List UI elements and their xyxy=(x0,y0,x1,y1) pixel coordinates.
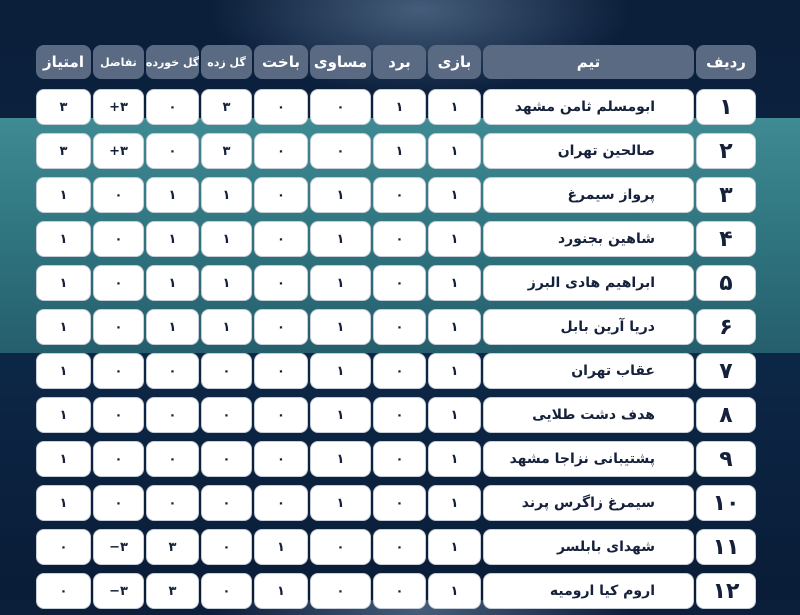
goal-diff-cell: ۰ xyxy=(93,485,144,521)
points-cell: ۱ xyxy=(36,221,91,257)
points-cell: ۱ xyxy=(36,309,91,345)
points-cell: ۱ xyxy=(36,353,91,389)
played-cell: ۱ xyxy=(428,529,481,565)
header-goal-diff: تفاضل xyxy=(93,45,144,79)
points-cell: ۱ xyxy=(36,485,91,521)
played-cell: ۱ xyxy=(428,573,481,609)
goals-against-cell: ۰ xyxy=(146,441,199,477)
loss-cell: ۰ xyxy=(254,89,308,125)
goal-diff-cell: −۳ xyxy=(93,573,144,609)
draw-cell: ۱ xyxy=(310,265,371,301)
goal-diff-cell: ۰ xyxy=(93,221,144,257)
points-cell: ۱ xyxy=(36,177,91,213)
header-goals-for: گل زده xyxy=(201,45,252,79)
draw-cell: ۱ xyxy=(310,441,371,477)
win-cell: ۱ xyxy=(373,133,426,169)
goal-diff-cell: +۳ xyxy=(93,89,144,125)
draw-cell: ۱ xyxy=(310,177,371,213)
win-cell: ۰ xyxy=(373,529,426,565)
standings-table xyxy=(36,45,756,615)
rank-cell: ۵ xyxy=(696,265,756,301)
header-win: برد xyxy=(373,45,426,79)
draw-cell: ۰ xyxy=(310,133,371,169)
table-row xyxy=(36,175,756,219)
team-name-cell: عقاب تهران xyxy=(483,353,694,389)
goal-diff-cell: ۰ xyxy=(93,177,144,213)
points-cell: ۱ xyxy=(36,397,91,433)
played-cell: ۱ xyxy=(428,133,481,169)
loss-cell: ۰ xyxy=(254,353,308,389)
rank-cell: ۹ xyxy=(696,441,756,477)
points-cell: ۳ xyxy=(36,89,91,125)
goals-for-cell: ۰ xyxy=(201,441,252,477)
goals-against-cell: ۰ xyxy=(146,353,199,389)
goals-for-cell: ۰ xyxy=(201,485,252,521)
points-cell: ۱ xyxy=(36,265,91,301)
goals-against-cell: ۰ xyxy=(146,397,199,433)
table-body xyxy=(36,87,756,615)
played-cell: ۱ xyxy=(428,397,481,433)
rank-cell: ۱۲ xyxy=(696,573,756,609)
played-cell: ۱ xyxy=(428,89,481,125)
win-cell: ۱ xyxy=(373,89,426,125)
goals-against-cell: ۱ xyxy=(146,265,199,301)
header-draw: مساوی xyxy=(310,45,371,79)
win-cell: ۰ xyxy=(373,441,426,477)
table-row xyxy=(36,219,756,263)
rank-cell: ۲ xyxy=(696,133,756,169)
table-row xyxy=(36,527,756,571)
draw-cell: ۱ xyxy=(310,485,371,521)
table-row xyxy=(36,439,756,483)
table-row xyxy=(36,307,756,351)
win-cell: ۰ xyxy=(373,353,426,389)
goal-diff-cell: ۰ xyxy=(93,397,144,433)
table-row xyxy=(36,87,756,131)
loss-cell: ۰ xyxy=(254,441,308,477)
goals-against-cell: ۰ xyxy=(146,89,199,125)
loss-cell: ۰ xyxy=(254,221,308,257)
loss-cell: ۰ xyxy=(254,177,308,213)
table-row xyxy=(36,483,756,527)
loss-cell: ۰ xyxy=(254,309,308,345)
loss-cell: ۰ xyxy=(254,133,308,169)
goals-for-cell: ۰ xyxy=(201,529,252,565)
win-cell: ۰ xyxy=(373,221,426,257)
table-row xyxy=(36,571,756,615)
draw-cell: ۰ xyxy=(310,573,371,609)
points-cell: ۰ xyxy=(36,573,91,609)
played-cell: ۱ xyxy=(428,309,481,345)
table-row xyxy=(36,131,756,175)
played-cell: ۱ xyxy=(428,353,481,389)
team-name-cell: شاهین بجنورد xyxy=(483,221,694,257)
goals-for-cell: ۳ xyxy=(201,133,252,169)
win-cell: ۰ xyxy=(373,265,426,301)
header-rank: ردیف xyxy=(696,45,756,79)
points-cell: ۳ xyxy=(36,133,91,169)
rank-cell: ۱۱ xyxy=(696,529,756,565)
rank-cell: ۱۰ xyxy=(696,485,756,521)
played-cell: ۱ xyxy=(428,485,481,521)
win-cell: ۰ xyxy=(373,485,426,521)
points-cell: ۰ xyxy=(36,529,91,565)
played-cell: ۱ xyxy=(428,441,481,477)
team-name-cell: هدف دشت طلایی xyxy=(483,397,694,433)
win-cell: ۰ xyxy=(373,309,426,345)
goals-for-cell: ۳ xyxy=(201,89,252,125)
goal-diff-cell: ۰ xyxy=(93,265,144,301)
goals-for-cell: ۰ xyxy=(201,397,252,433)
points-cell: ۱ xyxy=(36,441,91,477)
team-name-cell: اروم کیا ارومیه xyxy=(483,573,694,609)
played-cell: ۱ xyxy=(428,177,481,213)
goals-against-cell: ۳ xyxy=(146,573,199,609)
win-cell: ۰ xyxy=(373,573,426,609)
goals-for-cell: ۱ xyxy=(201,177,252,213)
goals-against-cell: ۰ xyxy=(146,133,199,169)
loss-cell: ۱ xyxy=(254,529,308,565)
win-cell: ۰ xyxy=(373,177,426,213)
header-team: تیم xyxy=(483,45,694,79)
draw-cell: ۱ xyxy=(310,397,371,433)
loss-cell: ۰ xyxy=(254,265,308,301)
rank-cell: ۴ xyxy=(696,221,756,257)
team-name-cell: پشتیبانی نزاجا مشهد xyxy=(483,441,694,477)
goal-diff-cell: +۳ xyxy=(93,133,144,169)
goals-against-cell: ۳ xyxy=(146,529,199,565)
goals-against-cell: ۱ xyxy=(146,177,199,213)
header-played: بازی xyxy=(428,45,481,79)
team-name-cell: سیمرغ زاگرس پرند xyxy=(483,485,694,521)
goals-for-cell: ۱ xyxy=(201,309,252,345)
played-cell: ۱ xyxy=(428,265,481,301)
goals-against-cell: ۱ xyxy=(146,309,199,345)
team-name-cell: صالحین تهران xyxy=(483,133,694,169)
played-cell: ۱ xyxy=(428,221,481,257)
header-loss: باخت xyxy=(254,45,308,79)
rank-cell: ۷ xyxy=(696,353,756,389)
goals-for-cell: ۰ xyxy=(201,573,252,609)
goals-for-cell: ۰ xyxy=(201,353,252,389)
draw-cell: ۰ xyxy=(310,529,371,565)
team-name-cell: شهدای بابلسر xyxy=(483,529,694,565)
goals-for-cell: ۱ xyxy=(201,221,252,257)
rank-cell: ۶ xyxy=(696,309,756,345)
goal-diff-cell: −۳ xyxy=(93,529,144,565)
draw-cell: ۰ xyxy=(310,89,371,125)
goals-against-cell: ۰ xyxy=(146,485,199,521)
rank-cell: ۳ xyxy=(696,177,756,213)
team-name-cell: ابراهیم هادی البرز xyxy=(483,265,694,301)
goal-diff-cell: ۰ xyxy=(93,353,144,389)
team-name-cell: دریا آرین بابل xyxy=(483,309,694,345)
header-goals-against: گل خورده xyxy=(146,45,199,79)
goals-for-cell: ۱ xyxy=(201,265,252,301)
table-header xyxy=(36,45,756,83)
draw-cell: ۱ xyxy=(310,221,371,257)
team-name-cell: پرواز سیمرغ xyxy=(483,177,694,213)
draw-cell: ۱ xyxy=(310,309,371,345)
table-row xyxy=(36,263,756,307)
goal-diff-cell: ۰ xyxy=(93,309,144,345)
goal-diff-cell: ۰ xyxy=(93,441,144,477)
loss-cell: ۰ xyxy=(254,485,308,521)
rank-cell: ۸ xyxy=(696,397,756,433)
draw-cell: ۱ xyxy=(310,353,371,389)
goals-against-cell: ۱ xyxy=(146,221,199,257)
header-points: امتیاز xyxy=(36,45,91,79)
table-row xyxy=(36,395,756,439)
loss-cell: ۰ xyxy=(254,397,308,433)
team-name-cell: ابومسلم ثامن مشهد xyxy=(483,89,694,125)
win-cell: ۰ xyxy=(373,397,426,433)
loss-cell: ۱ xyxy=(254,573,308,609)
rank-cell: ۱ xyxy=(696,89,756,125)
table-row xyxy=(36,351,756,395)
